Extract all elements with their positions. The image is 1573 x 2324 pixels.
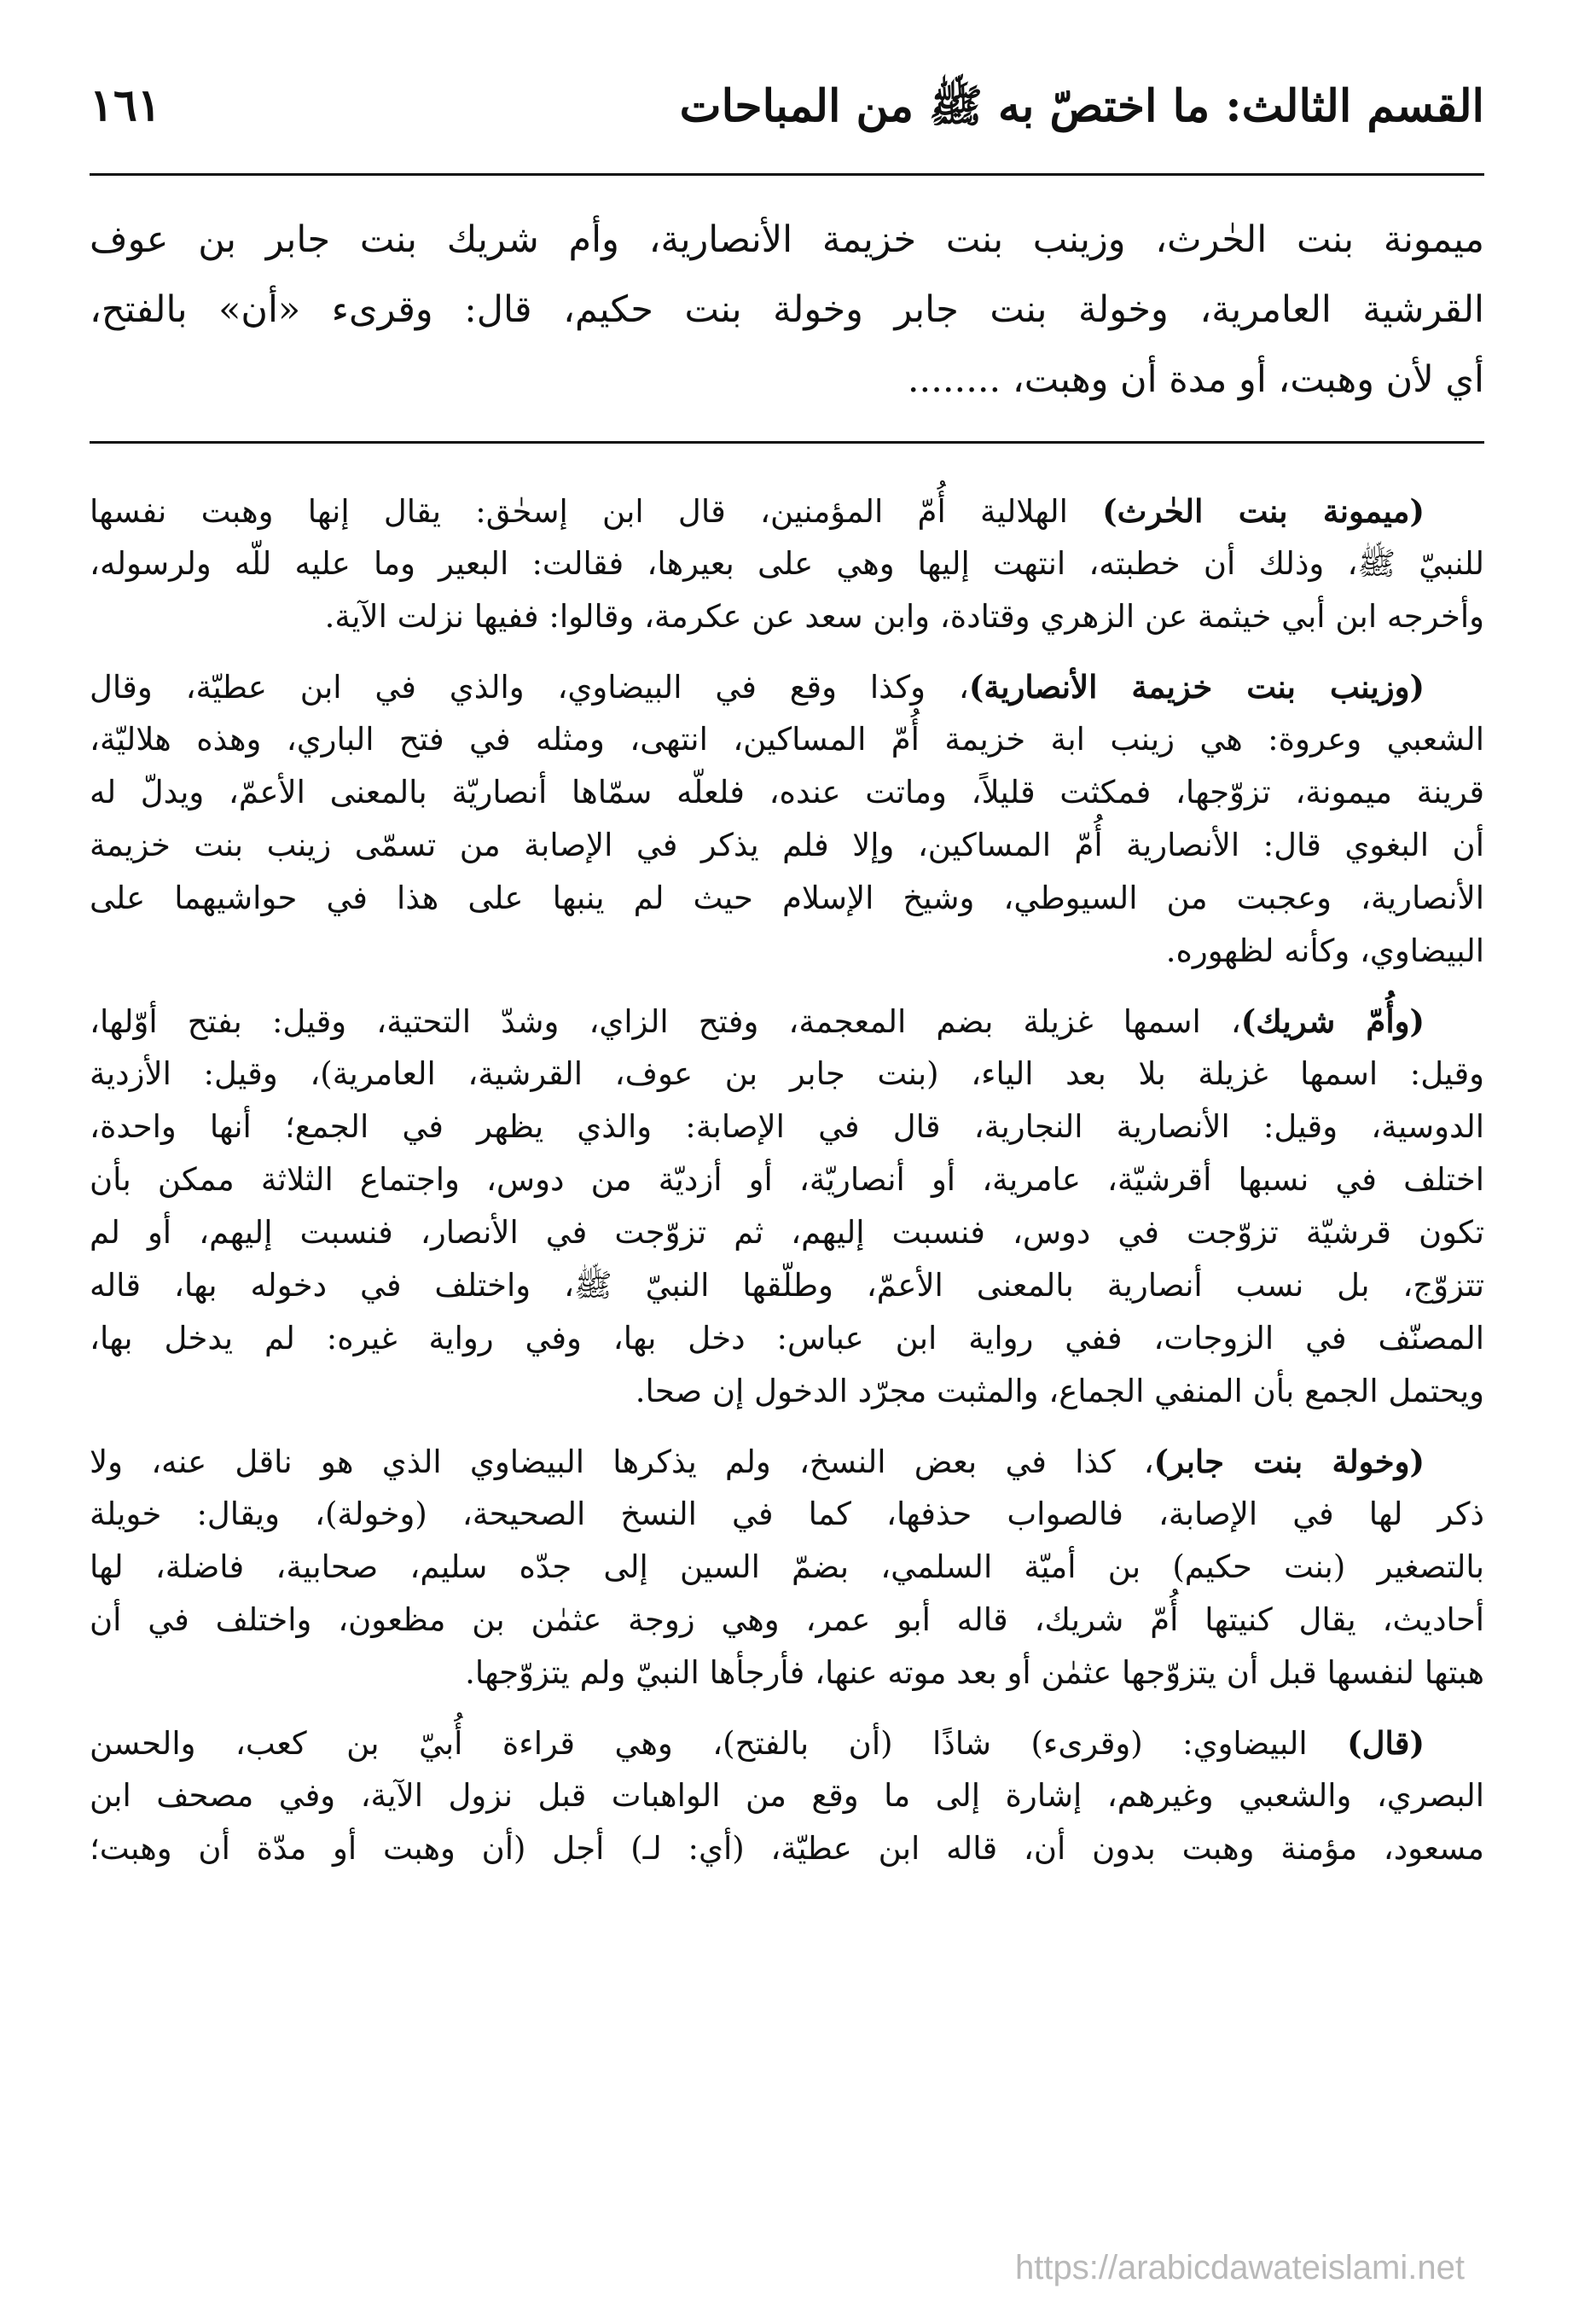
commentary-line: للنبيّ ﷺ، وذلك أن خطبته، انتهت إليها وهي على بعيرها، فقالت: البعير وما عليه للّه ولرسوله، <box>90 545 1484 582</box>
commentary-line: البصري، والشعبي وغيرهم، إشارة إلى ما وقع من الواهبات قبل نزول الآية، وفي مصحف ابن <box>90 1777 1484 1814</box>
commentary-line: الدوسية، وقيل: الأنصارية النجارية، قال في الإصابة: والذي يظهر في الجمع؛ أنها واحدة، <box>90 1108 1484 1145</box>
commentary-line: وقيل: اسمها غزيلة بلا بعد الياء، (بنت جابر بن عوف، القرشية، العامرية)، وقيل: الأزدية <box>90 1055 1484 1092</box>
commentary-line: ويحتمل الجمع بأن المنفي الجماع، والمثبت مجرّد الدخول إن صحا. <box>635 1373 1484 1409</box>
commentary-line: أن البغوي قال: الأنصارية أُمّ المساكين، وإلا فلم يذكر في الإصابة من تسمّى زينب بنت خزيمة <box>90 827 1484 863</box>
commentary-line: هبتها لنفسها قبل أن يتزوّجها عثمٰن أو بعد موته عنها، فأرجأها النبيّ ولم يتزوّجها. <box>465 1654 1484 1691</box>
commentary-line: البيضاوي، وكأنه لظهوره. <box>1165 933 1484 969</box>
commentary-paragraph <box>90 1435 1484 1699</box>
header-divider <box>90 173 1484 176</box>
commentary-paragraph <box>90 1717 1484 1875</box>
commentary-lemma: (قال) <box>1347 1724 1425 1762</box>
chapter-title: القسم الثالث: ما اختصّ به ﷺ من المباحات <box>679 80 1484 132</box>
commentary-paragraph <box>90 660 1484 978</box>
commentary-line: الشعبي وعروة: هي زينب ابة خزيمة أُمّ المساكين، انتهى، ومثله في فتح الباري، وهذه هلاليّة، <box>90 721 1484 758</box>
commentary-line: (وأُمّ شريك)، اسمها غزيلة بضم المعجمة، وفتح الزاي، وشدّ التحتية، وقيل: بفتح أوّلها، <box>90 1002 1425 1040</box>
commentary-line: اختلف في نسبها أقرشيّة، عامرية، أو أنصاريّة، أو أزديّة من دوس، واجتماع الثلاثة ممكن بأن <box>90 1161 1484 1198</box>
commentary-line: (قال) البيضاوي: (وقرىء) شاذًا (أن بالفتح)، وهي قراءة أُبيّ بن كعب، والحسن <box>90 1724 1425 1762</box>
text-commentary-divider <box>90 441 1484 444</box>
main-text-line: ميمونة بنت الحٰرث، وزينب بنت خزيمة الأنصارية، وأم شريك بنت جابر بن عوف <box>90 218 1484 261</box>
commentary-line: ذكر لها في الإصابة، فالصواب حذفها، كما في النسخ الصحيحة، (وخولة)، ويقال: خويلة <box>90 1496 1484 1532</box>
commentary-line: وأخرجه ابن أبي خيثمة عن الزهري وقتادة، وابن سعد عن عكرمة، وقالوا: ففيها نزلت الآية. <box>324 598 1484 635</box>
commentary-paragraph <box>90 995 1484 1418</box>
commentary-line: قرينة ميمونة، تزوّجها، فمكثت قليلاً، وماتت عنده، فلعلّه سمّاها أنصاريّة بالمعنى الأعمّ، ويدلّ له <box>90 774 1484 810</box>
commentary-line: تكون قرشيّة تزوّجت في دوس، فنسبت إليهم، ثم تزوّجت في الأنصار، فنسبت إليهم، أو لم <box>90 1214 1484 1251</box>
commentary-line: بالتصغير (بنت حكيم) بن أميّة السلمي، بضمّ السين إلى جدّه سليم، صحابية، فاضلة، لها <box>90 1548 1484 1585</box>
commentary-lemma: (ميمونة بنت الحٰرث) <box>1102 492 1425 530</box>
site-watermark: https://arabicdawateislami.net <box>1015 2249 1465 2286</box>
commentary-lemma: (وزينب بنت خزيمة الأنصارية) <box>968 668 1425 706</box>
commentary-paragraph <box>90 485 1484 643</box>
main-text-block <box>90 205 1484 415</box>
commentary-line: المصنّف في الزوجات، ففي رواية ابن عباس: دخل بها، وفي رواية غيره: لم يدخل بها، <box>90 1320 1484 1357</box>
commentary-line: (ميمونة بنت الحٰرث) الهلالية أُمّ المؤمنين، قال ابن إسحٰق: يقال إنها وهبت نفسها <box>90 492 1425 530</box>
commentary-line: (وزينب بنت خزيمة الأنصارية)، وكذا وقع في البيضاوي، والذي في ابن عطيّة، وقال <box>90 668 1425 706</box>
commentary-line: الأنصارية، وعجبت من السيوطي، وشيخ الإسلام حيث لم ينبها على هذا في حواشيهما على <box>90 880 1484 916</box>
commentary-line: (وخولة بنت جابر)، كذا في بعض النسخ، ولم يذكرها البيضاوي الذي هو ناقل عنه، ولا <box>90 1443 1425 1480</box>
main-text-line: القرشية العامرية، وخولة بنت جابر وخولة بنت حكيم، قال: وقرىء «أن» بالفتح، <box>90 288 1484 331</box>
commentary-line: تتزوّج، بل نسب أنصارية بالمعنى الأعمّ، وطلّقها النبيّ ﷺ، واختلف في دخوله بها، قاله <box>90 1267 1484 1304</box>
commentary-line: أحاديث، يقال كنيتها أُمّ شريك، قاله أبو عمر، وهي زوجة عثمٰن بن مظعون، واختلف في أن <box>90 1601 1484 1638</box>
main-text-line: أي لأن وهبت، أو مدة أن وهبت، ........ <box>907 358 1484 401</box>
commentary-line: مسعود، مؤمنة وهبت بدون أن، قاله ابن عطيّة، (أي: لـ) أجل (أن وهبت أو مدّة أن وهبت؛ <box>90 1830 1484 1867</box>
commentary-block <box>90 485 1484 1892</box>
commentary-lemma: (وأُمّ شريك) <box>1240 1002 1425 1040</box>
page-header <box>90 73 1484 149</box>
commentary-lemma: (وخولة بنت جابر) <box>1153 1443 1425 1480</box>
page-number: ١٦١ <box>90 79 161 131</box>
